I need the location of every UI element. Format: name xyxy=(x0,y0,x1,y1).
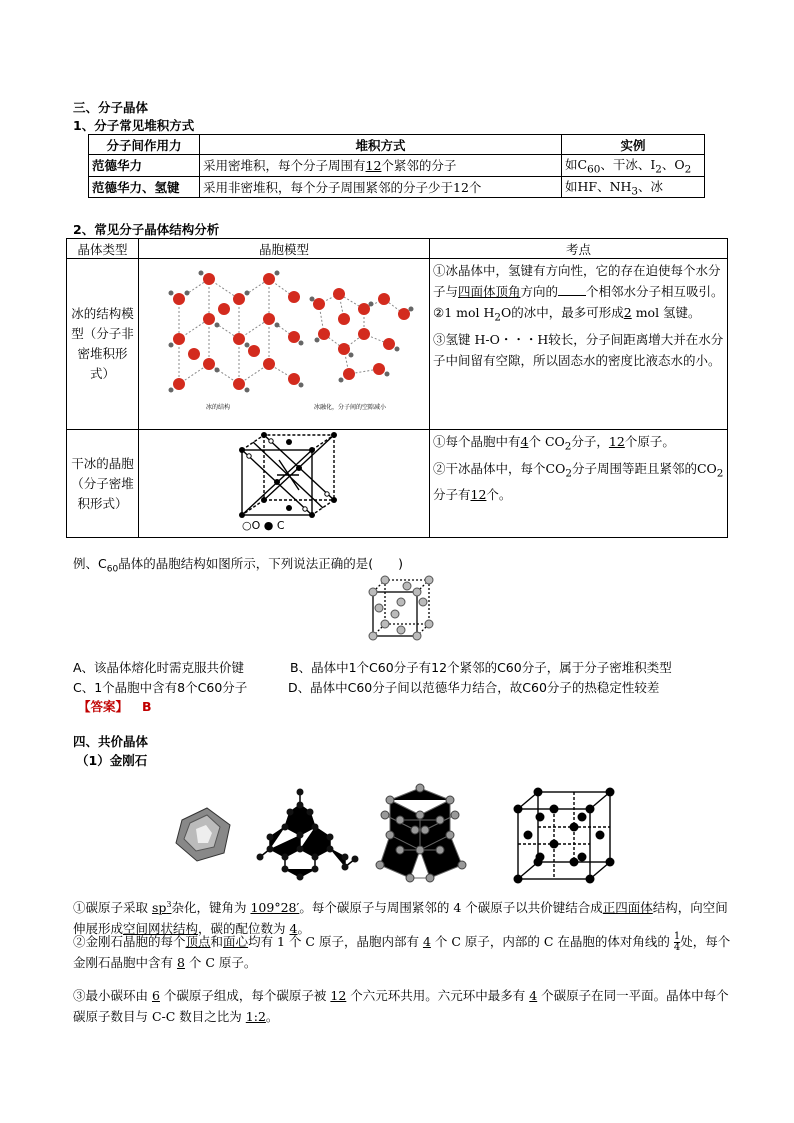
subheading-diamond: （1）金刚石 xyxy=(76,753,148,768)
diamond-point-2: ②金刚石晶胞的每个顶点和面心均有 1 个 C 原子，晶胞内部有 4 个 C 原子，内部的 C 在晶胞的体对角线的 $\frac{1}{4}$ 处，每个金刚石晶胞中含有 8 个 C 原子。 xyxy=(73,931,731,970)
table-row xyxy=(67,259,728,430)
ice-point-3: ③氢键 H-O・・・H较长，分子间距离增大并在水分子中间留有空隙，所以固态水的密度比液态水的小。 xyxy=(433,331,724,368)
ice-point-1: ①冰晶体中，氢键有方向性，它的存在迫使每个水分子与四面体顶角方向的 个相邻水分子相互吸引。 xyxy=(433,263,724,299)
t1-header-example: 实例 xyxy=(562,135,705,155)
diamond-gem-image xyxy=(172,805,234,863)
diamond-network-image xyxy=(255,787,360,887)
t2-header-type: 晶体类型 xyxy=(67,239,139,259)
c60-cell-image xyxy=(365,572,435,642)
t2-header-model: 晶胞模型 xyxy=(139,239,430,259)
diamond-point-3: ③最小碳环由 6 个碳原子组成，每个碳原子被 12 个六元环共用。六元环中最多有 4 个碳原子在同一平面。晶体中每个碳原子数目与 C-C 数目之比为 1:2。 xyxy=(73,988,729,1024)
dry-ice-image-cell xyxy=(139,430,430,538)
t1-cell: 如$C_{60}$、干冰、$I_2$、$O_2$ xyxy=(562,155,705,177)
dry-ice-points-cell xyxy=(430,430,728,538)
dry-ice-legend: ○O ● C xyxy=(242,519,285,532)
answer-value: B xyxy=(142,699,152,714)
ice-caption-1: 冰的结构 xyxy=(206,404,231,411)
ice-structure-image xyxy=(139,259,423,426)
t1-header-stacking: 堆积方式 xyxy=(200,135,562,155)
table-row xyxy=(67,430,728,538)
ice-points-cell xyxy=(430,259,728,430)
t1-cell: 范德华力 xyxy=(89,155,200,177)
t1-header-force: 分子间作用力 xyxy=(89,135,200,155)
section-heading-molecular-crystal: 三、分子晶体 xyxy=(73,100,149,115)
ice-caption-2: 冰融化，分子间的空隙减小 xyxy=(314,404,387,411)
t1-cell: 范德华力、氢键 xyxy=(89,176,200,198)
option-d: D、晶体中C60分子间以范德华力结合，故C60分子的热稳定性较差 xyxy=(288,680,660,695)
structure-table xyxy=(66,238,728,538)
section-heading-covalent-crystal: 四、共价晶体 xyxy=(73,734,149,749)
example-stem: 例、$C_{60}$晶体的晶胞结构如图所示，下列说法正确的是( ) xyxy=(73,556,403,575)
option-a: A、该晶体熔化时需克服共价键 xyxy=(73,660,245,675)
diamond-unit-cell-image xyxy=(510,787,620,885)
option-b: B、晶体中1个C60分子有12个紧邻的C60分子，属于分子密堆积类型 xyxy=(290,660,672,675)
table-row xyxy=(89,176,705,198)
ice-type-cell: 冰的结构模型（分子非密堆积形式） xyxy=(67,259,139,430)
dry-ice-point-1: ①每个晶胞中有4个 $CO_2$分子，12个原子。 xyxy=(433,434,675,453)
dry-ice-cell-image xyxy=(139,430,423,534)
subheading-structure-analysis: 2、常见分子晶体结构分析 xyxy=(73,222,220,237)
dry-ice-point-2: ②干冰晶体中，每个$CO_2$分子周围等距且紧邻的$CO_2$分子有12个。 xyxy=(433,460,724,502)
ice-image-cell xyxy=(139,259,430,430)
t2-header-points: 考点 xyxy=(430,239,728,259)
dry-ice-type-cell: 干冰的晶胞（分子密堆积形式） xyxy=(67,430,139,538)
t1-cell: 采用非密堆积，每个分子周围紧邻的分子少于12个 xyxy=(200,176,562,198)
t1-cell: 如HF、$NH_3$、冰 xyxy=(562,176,705,198)
answer-label: 【答案】 xyxy=(78,699,129,714)
answer-line xyxy=(78,697,152,715)
diamond-3d-lattice-image xyxy=(370,780,470,885)
option-c: C、1个晶胞中含有8个C60分子 xyxy=(73,680,248,695)
ice-point-2: ②1 mol $H_2O$的冰中，最多可形成2 mol 氢键。 xyxy=(433,305,701,324)
diamond-point-1: ①碳原子采取 $sp^3$杂化，键角为 109°28′。每个碳原子与周围紧邻的 4 个碳原子以共价键结合成正四面体结构，向空间伸展形成空间网状结构，碳的配位数为 4。 xyxy=(73,900,728,936)
subheading-stacking: 1、分子常见堆积方式 xyxy=(73,118,195,133)
stacking-table xyxy=(88,134,705,198)
table-row xyxy=(89,155,705,177)
t1-cell: 采用密堆积，每个分子周围有12个紧邻的分子 xyxy=(200,155,562,177)
